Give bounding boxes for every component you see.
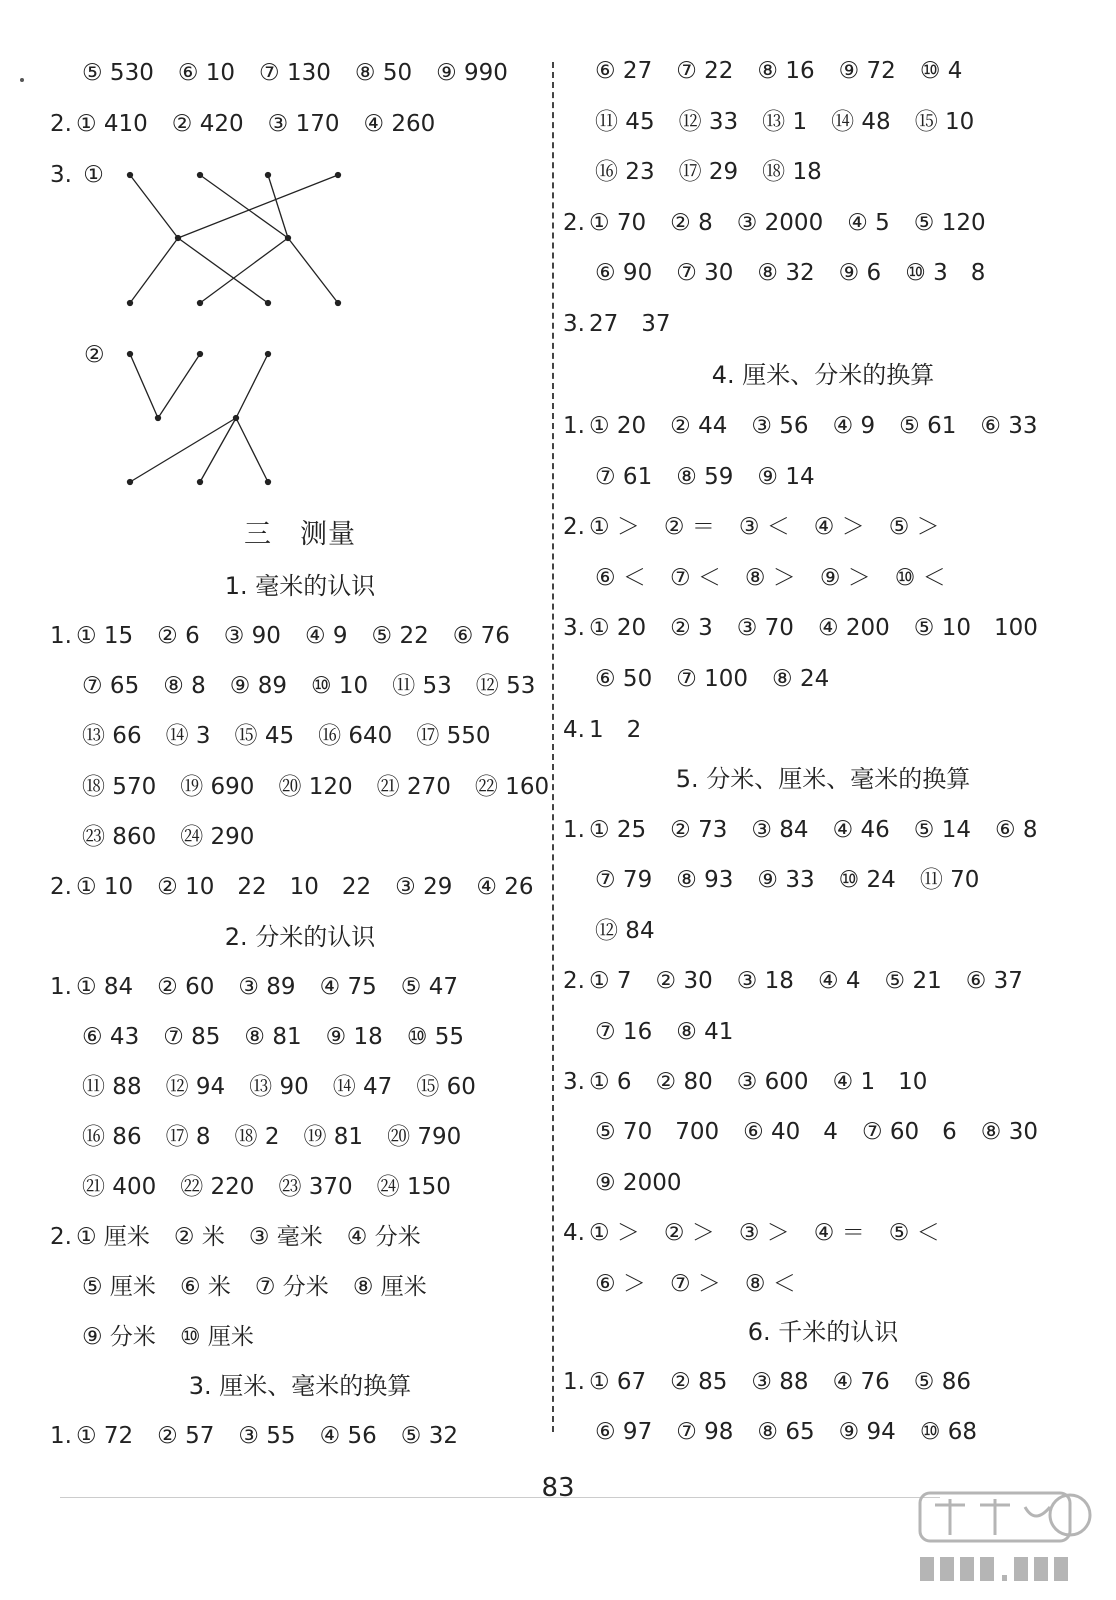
answer-item: ⑧ 16: [757, 58, 815, 84]
matching-diagram-1: [50, 160, 390, 320]
answer-item: ③ 29: [395, 874, 453, 900]
answer-item: ⑨ 18: [325, 1024, 383, 1050]
answer-item: ⑪ 88: [82, 1074, 142, 1100]
margin-mark: [20, 78, 24, 82]
answer-item: ⑤ ＞: [888, 514, 940, 541]
answer-item: ⑤ 14: [913, 817, 971, 843]
answer-row: [50, 621, 510, 651]
answer-row: [563, 1417, 977, 1447]
answer-item: ⑨ 89: [229, 673, 287, 700]
answer-row: [563, 309, 671, 339]
answer-row: [50, 772, 549, 802]
answer-row: [563, 664, 829, 694]
question-number: 3.: [50, 162, 72, 188]
answer-item: ⑥ 90: [595, 260, 653, 287]
answer-item: ④ ＞: [813, 514, 865, 541]
answer-item: ① 410: [75, 111, 148, 137]
answer-item: ㉓ 860: [82, 823, 157, 850]
answer-item: ① ＞: [588, 1220, 640, 1247]
matching-line: [178, 238, 268, 303]
question-number: 2.: [563, 514, 585, 541]
answer-item: ② 85: [670, 1369, 728, 1395]
answer-item: ② ＞: [663, 1220, 715, 1247]
question-number: 2.: [50, 1224, 72, 1250]
answer-item: ⑩ 4: [919, 58, 963, 84]
answer-item: ⑤ 32: [400, 1423, 458, 1449]
answer-item: ① 15: [75, 623, 134, 649]
answer-item: ⑨ 990: [436, 60, 508, 86]
column-divider: [552, 62, 554, 1432]
answer-item: ① 84: [75, 974, 134, 1000]
answer-row: [563, 865, 979, 895]
answer-item: ④ 46: [832, 817, 890, 843]
matching-dot: [234, 416, 239, 421]
answer-item: ④ 76: [832, 1369, 890, 1395]
matching-dot: [128, 301, 133, 306]
answer-item: ⑥ 米: [179, 1274, 231, 1300]
answer-item: ③ 毫米: [248, 1224, 323, 1250]
answer-item: ④ ＝: [813, 1220, 865, 1247]
answer-item: ⑭ 48: [831, 108, 891, 135]
answer-row: [563, 1017, 733, 1047]
answer-row: [50, 1022, 464, 1052]
answer-item: ⑤ 厘米: [82, 1274, 156, 1300]
answer-row: [563, 563, 946, 593]
answer-item: ⑫ 53: [475, 673, 536, 700]
answer-item: ③ 2000: [736, 209, 824, 236]
question-number: 3.: [563, 1069, 585, 1095]
matching-dot: [336, 301, 341, 306]
matching-line: [200, 418, 236, 482]
answer-row: [50, 58, 508, 88]
answer-item: ⑦ 60 6: [861, 1119, 957, 1146]
matching-dot: [198, 480, 203, 485]
answer-item: ④ 75: [319, 974, 377, 1000]
matching-dot: [198, 352, 203, 357]
sub-question-1-label: ①: [83, 162, 104, 188]
answer-row: [563, 1067, 927, 1097]
answer-item: ① 7: [588, 968, 632, 995]
answer-item: ① 70: [588, 209, 647, 236]
answer-item: ⑤ 120: [913, 209, 986, 236]
answer-item: ⑦ 16: [595, 1018, 653, 1045]
answer-item: ⑨ 33: [757, 867, 815, 894]
answer-item: ② 73: [670, 817, 728, 843]
answer-item: ⑤ 61: [899, 413, 957, 439]
question-number: 2.: [50, 111, 72, 137]
answer-item: ㉒ 220: [180, 1174, 255, 1200]
answer-item: ⑳ 790: [387, 1124, 462, 1150]
answer-item: ⑰ 550: [416, 723, 491, 750]
question-number: 2.: [563, 968, 585, 995]
matching-line: [130, 175, 178, 238]
answer-item: ③ 70: [736, 615, 794, 642]
answer-item: ⑳ 120: [278, 773, 353, 800]
answer-item: ⑦ 85: [163, 1024, 221, 1050]
answer-item: ② 6: [157, 623, 200, 649]
answer-item: ⑮ 60: [416, 1074, 476, 1100]
matching-dot: [128, 480, 133, 485]
answer-item: ② 3: [670, 615, 713, 642]
answer-item: ④ 9: [304, 623, 348, 649]
page-number: 83: [541, 1473, 575, 1503]
answer-item: ㉒ 160: [474, 773, 550, 800]
answer-item: ② 57: [157, 1423, 215, 1449]
answer-item: ③ 600: [736, 1069, 809, 1095]
answer-item: ⑯ 23: [595, 159, 655, 186]
answer-item: ⑥ ＞: [595, 1270, 646, 1297]
question-number: 4.: [563, 716, 585, 743]
answer-item: ⑦ ＜: [669, 564, 721, 591]
answer-item: ⑥ 10: [177, 60, 236, 86]
answer-row: [563, 208, 986, 238]
answer-item: ⑦ 分米: [254, 1274, 329, 1300]
watermark-glyphs: [935, 1499, 1050, 1535]
answer-item: 1 2: [588, 716, 642, 743]
answer-item: ⑩ 55: [406, 1024, 465, 1050]
answer-row: [563, 258, 985, 288]
question-number: 4.: [563, 1220, 585, 1247]
answer-item: ⑪ 70: [919, 867, 980, 894]
question-number: 2.: [563, 209, 585, 236]
answer-item: ③ 170: [267, 111, 340, 137]
answer-item: ⑤ 70 700: [595, 1119, 720, 1146]
answer-item: ⑬ 1: [762, 108, 808, 135]
answer-item: ⑱ 2: [234, 1124, 280, 1150]
matching-diagram-2: [50, 340, 390, 490]
answer-item: ⑰ 29: [678, 159, 739, 186]
question-number: 2.: [50, 874, 72, 900]
answer-item: ④ 56: [319, 1423, 377, 1449]
matching-line: [236, 418, 268, 482]
answer-row: [563, 1117, 1038, 1147]
answer-item: ④ 200: [817, 615, 890, 642]
answer-row: [563, 512, 940, 542]
question-number: 3.: [563, 311, 585, 337]
answer-item: ④ 4: [817, 968, 861, 995]
answer-item: ⑧ 81: [244, 1024, 302, 1050]
matching-dot: [266, 173, 271, 178]
answer-item: ㉓ 370: [278, 1174, 353, 1200]
question-number: 1.: [50, 974, 72, 1000]
matching-line: [200, 238, 288, 303]
answer-item: ① 72: [75, 1423, 134, 1449]
answer-row: [50, 671, 535, 701]
answer-item: ⑧ 24: [772, 666, 830, 692]
answer-item: ③ 18: [736, 968, 794, 995]
answer-row: [563, 916, 655, 946]
section-heading: 6. 千米的认识: [747, 1318, 899, 1346]
answer-item: ② 60: [157, 974, 215, 1000]
answer-item: ⑥ 97: [595, 1419, 653, 1445]
answer-row: [50, 822, 254, 852]
watermark-letter: [1014, 1557, 1028, 1581]
answer-item: ④ 9: [832, 413, 876, 439]
matching-dot: [286, 236, 291, 241]
answer-item: ⑧ 8: [163, 673, 206, 700]
answer-row: [50, 1072, 476, 1102]
answer-item: ⑥ 37: [965, 968, 1023, 995]
answer-item: ① 20: [588, 413, 647, 439]
answer-item: ⑧ 59: [676, 463, 734, 490]
answer-item: ⑨ 2000: [595, 1169, 682, 1196]
answer-item: ⑮ 10: [914, 108, 975, 135]
matching-line: [130, 354, 158, 418]
matching-dot: [198, 173, 203, 178]
answer-item: ② 10 22 10 22: [157, 874, 372, 900]
answer-item: ⑭ 47: [332, 1074, 393, 1100]
answer-row: [563, 966, 1023, 996]
answer-item: ⑥ ＜: [595, 564, 646, 591]
answer-item: ③ ＞: [738, 1220, 790, 1247]
answer-item: ⑩ 厘米: [179, 1324, 254, 1350]
answer-item: ⑨ 分米: [82, 1324, 156, 1350]
answer-row: [50, 1172, 451, 1202]
answer-item: ⑤ ＜: [888, 1220, 940, 1247]
answer-item: ④ 26: [476, 874, 534, 900]
answer-item: ⑦ ＞: [669, 1270, 721, 1297]
answer-item: ⑲ 81: [303, 1124, 364, 1150]
answer-item: ⑥ 76: [452, 623, 510, 649]
matching-line: [200, 175, 288, 238]
answer-item: ⑨ 14: [757, 463, 815, 490]
matching-dot: [128, 173, 133, 178]
answer-item: ① 10: [75, 874, 134, 900]
answer-row: [563, 1168, 681, 1198]
answer-item: ⑩ 68: [919, 1419, 978, 1445]
answer-item: ⑧ 93: [676, 867, 734, 894]
answer-item: ② 8: [670, 209, 713, 236]
answer-item: ② 米: [173, 1224, 225, 1250]
watermark-letter: [920, 1557, 934, 1581]
answer-item: ㉑ 400: [82, 1174, 157, 1200]
answer-row: [563, 56, 962, 86]
answer-item: ③ 84: [751, 817, 809, 843]
answer-item: ⑨ 72: [838, 58, 896, 84]
watermark-letter: [1034, 1557, 1048, 1581]
answer-item: ⑧ 30: [980, 1119, 1038, 1146]
sub-question-2-label: ②: [84, 342, 105, 368]
section-heading: 3. 厘米、毫米的换算: [188, 1372, 412, 1400]
answer-item: ⑦ 65: [82, 673, 140, 700]
answer-item: ④ 1 10: [832, 1069, 928, 1095]
watermark-letter: [980, 1557, 994, 1581]
answer-item: ⑧ 厘米: [352, 1274, 427, 1300]
answer-item: ⑤ 22: [371, 623, 429, 649]
answer-row: [50, 721, 491, 751]
answer-item: ⑫ 84: [595, 917, 655, 944]
matching-dot: [176, 236, 181, 241]
answer-item: ⑤ 47: [400, 974, 458, 1000]
answer-item: ⑩ ＜: [894, 564, 946, 591]
answer-item: ㉔ 290: [180, 823, 255, 850]
answer-item: ① 厘米: [75, 1224, 150, 1250]
answer-item: ④ 260: [363, 111, 436, 137]
matching-line: [236, 354, 268, 418]
answer-item: ⑧ ＞: [744, 564, 796, 591]
answer-row: [563, 1218, 940, 1248]
answer-item: ⑬ 66: [82, 723, 142, 750]
answer-item: ⑮ 45: [234, 723, 295, 750]
answer-item: ③ 56: [751, 413, 809, 439]
matching-dot: [336, 173, 341, 178]
answer-item: ⑥ 27: [595, 58, 653, 84]
answer-item: ⑪ 53: [392, 673, 452, 700]
matching-line: [130, 238, 178, 303]
answer-item: ⑥ 50: [595, 666, 653, 692]
matching-dot: [266, 301, 271, 306]
matching-line: [158, 354, 200, 418]
answer-row: [50, 1122, 461, 1152]
answer-row: [563, 613, 1038, 643]
answer-row: [50, 972, 458, 1002]
answer-item: ⑨ 94: [838, 1419, 896, 1445]
answer-item: ⑥ 8: [994, 817, 1038, 843]
watermark-logo: [910, 1485, 1100, 1595]
answer-item: ㉔ 150: [376, 1174, 451, 1200]
answer-item: ⑦ 61: [595, 463, 653, 490]
answer-row: [50, 872, 534, 902]
answer-item: ⑦ 30: [676, 260, 734, 287]
answer-item: ⑦ 130: [259, 60, 331, 86]
answer-item: ⑩ 24: [838, 867, 896, 894]
answer-item: ② 44: [670, 413, 728, 439]
matching-line: [178, 175, 338, 238]
answer-row: [50, 1421, 458, 1451]
answer-item: ③ 90: [223, 623, 281, 649]
answer-item: ③ 89: [238, 974, 296, 1000]
answer-item: ② ＝: [663, 514, 715, 541]
answer-item: ⑩ 10: [310, 673, 369, 700]
matching-dot: [266, 352, 271, 357]
answer-item: ⑧ 50: [354, 60, 413, 86]
matching-line: [288, 238, 338, 303]
answer-item: ④ 分米: [346, 1224, 421, 1250]
answer-item: ⑱ 18: [762, 159, 822, 186]
answer-item: ⑪ 45: [595, 108, 655, 135]
answer-item: ⑥ 33: [980, 413, 1038, 439]
answer-item: ⑭ 3: [165, 723, 211, 750]
matching-dot: [198, 301, 203, 306]
watermark-letter: [960, 1557, 974, 1581]
answer-item: ⑯ 640: [318, 723, 393, 750]
answer-item: ③ ＜: [738, 514, 790, 541]
answer-row: [563, 107, 974, 137]
answer-item: ⑫ 94: [165, 1074, 226, 1100]
answer-item: ⑤ 530: [82, 60, 154, 86]
question-number: 1.: [563, 817, 585, 843]
answer-row: [563, 411, 1038, 441]
answer-item: ① 67: [588, 1369, 647, 1395]
answer-item: ⑬ 90: [249, 1074, 309, 1100]
answer-row: [50, 1322, 254, 1352]
answer-item: ⑤ 86: [913, 1369, 971, 1395]
answer-row: [50, 109, 435, 139]
answer-row: [563, 1269, 796, 1299]
question-number: 1.: [50, 623, 72, 649]
watermark-letter: [940, 1557, 954, 1581]
answer-row: [563, 815, 1038, 845]
answer-item: ⑧ 32: [757, 260, 815, 287]
answer-item: ③ 55: [238, 1423, 296, 1449]
answer-item: ⑤ 10 100: [913, 615, 1038, 642]
answer-item: ⑨ ＞: [819, 564, 871, 591]
answer-item: ⑦ 100: [676, 666, 749, 692]
answer-item: ④ 5: [847, 209, 890, 236]
answer-item: ⑧ 65: [757, 1419, 815, 1445]
answer-item: ① ＞: [588, 514, 640, 541]
answer-row: [563, 462, 815, 492]
answer-item: ⑦ 79: [595, 867, 653, 894]
answer-item: ③ 88: [751, 1369, 809, 1395]
answer-item: ⑩ 3 8: [905, 260, 986, 287]
answer-item: ⑨ 6: [838, 260, 882, 287]
answer-item: ㉑ 270: [376, 773, 451, 800]
answer-row: [563, 157, 822, 187]
answer-item: ② 30: [655, 968, 713, 995]
question-number: 3.: [563, 615, 585, 642]
answer-item: ⑧ 41: [676, 1018, 734, 1045]
answer-row: [50, 1222, 421, 1252]
question-number: 1.: [563, 413, 585, 439]
answer-item: ⑧ ＜: [744, 1270, 796, 1297]
answer-item: ① 25: [588, 817, 647, 843]
answer-item: ② 80: [655, 1069, 713, 1095]
chapter-title: 三 测量: [244, 519, 356, 550]
answer-row: [50, 1272, 427, 1302]
question-number: 1.: [563, 1369, 585, 1395]
answer-item: ⑥ 43: [82, 1024, 140, 1050]
answer-item: ② 420: [171, 111, 244, 137]
matching-dot: [128, 352, 133, 357]
matching-line: [130, 418, 236, 482]
answer-item: ⑫ 33: [678, 108, 739, 135]
watermark-letter: [1054, 1557, 1068, 1581]
answer-item: ⑤ 21: [884, 968, 942, 995]
matching-line: [268, 175, 288, 238]
answer-item: ⑱ 570: [82, 773, 157, 800]
section-heading: 5. 分米、厘米、毫米的换算: [675, 765, 971, 793]
watermark-letter: [1002, 1575, 1007, 1581]
answer-row: [563, 1367, 971, 1397]
section-heading: 2. 分米的认识: [224, 923, 376, 951]
answer-item: 27 37: [588, 311, 671, 337]
answer-item: ⑰ 8: [165, 1124, 211, 1150]
answer-item: ① 20: [588, 615, 647, 642]
answer-row: [563, 715, 641, 745]
answer-item: ⑦ 22: [676, 58, 734, 84]
question-number: 1.: [50, 1423, 72, 1449]
matching-dot: [156, 416, 161, 421]
section-heading: 1. 毫米的认识: [224, 572, 376, 600]
section-heading: 4. 厘米、分米的换算: [711, 361, 935, 389]
answer-item: ⑥ 40 4: [743, 1119, 838, 1146]
answer-item: ① 6: [588, 1069, 632, 1095]
matching-dot: [266, 480, 271, 485]
answer-item: ⑯ 86: [82, 1124, 142, 1150]
answer-item: ⑦ 98: [676, 1419, 734, 1445]
answer-item: ⑲ 690: [180, 773, 255, 800]
